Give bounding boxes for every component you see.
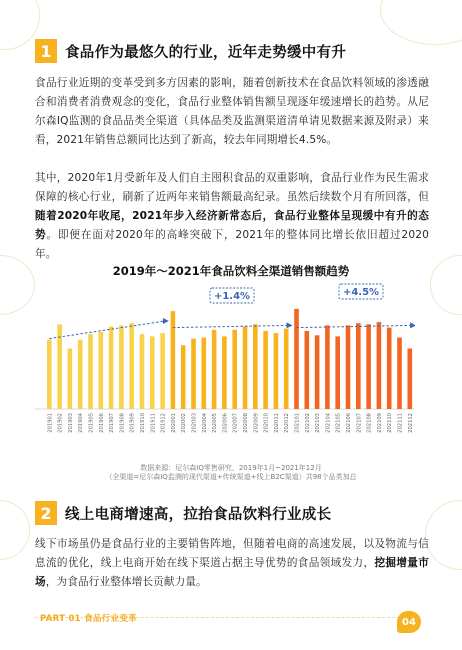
- bar: [408, 349, 413, 410]
- x-tick-label: 202003: [191, 413, 198, 433]
- bar: [305, 331, 310, 409]
- x-tick-label: 202006: [222, 413, 229, 433]
- x-tick-label: 202009: [253, 413, 260, 433]
- trend-line: [173, 325, 289, 327]
- section-number-badge: 1: [35, 39, 57, 63]
- section-number-badge: 2: [35, 501, 57, 525]
- bar: [47, 340, 52, 409]
- x-tick-label: 202110: [387, 413, 394, 433]
- page-number: 04: [397, 611, 421, 633]
- x-tick-label: 202101: [294, 413, 301, 433]
- x-tick-label: 202008: [243, 413, 249, 433]
- bar: [377, 322, 382, 409]
- chart-source-note: （全渠道=尼尔森IQ监测的现代渠道+传统渠道+线上B2C渠道）共98个品类加总: [105, 473, 357, 481]
- section-title: 食品作为最悠久的行业，近年走势缓中有升: [65, 44, 347, 61]
- bar: [366, 324, 371, 409]
- cloud-decoration: [0, 0, 40, 50]
- bar: [387, 328, 392, 409]
- x-tick-label: 201907: [109, 413, 116, 433]
- x-tick-label: 201903: [67, 413, 74, 433]
- section-title: 线上电商增速高，拉抬食品饮料行业成长: [65, 506, 332, 523]
- x-tick-label: 201908: [119, 413, 126, 433]
- x-tick-label: 201901: [47, 413, 54, 433]
- bar: [284, 329, 289, 409]
- x-tick-label: 202012: [284, 413, 291, 433]
- x-tick-label: 202104: [325, 413, 332, 433]
- bar: [253, 324, 258, 409]
- paragraph: 食品行业近期的变革受到多方因素的影响，随着创新技术在食品饮料领域的渗透融合和消费者消费观念的变化，食品行业整体销售额呈现逐年缓速增长的趋势。从尼尔森IQ监测的食品品类全渠道（具体品类及监测渠道清单请见数据来源及附录）来看，2021年销售总额同比达到了新高，较去年同期增长4.5%。: [35, 77, 429, 146]
- x-tick-label: 202105: [335, 413, 342, 433]
- bar: [315, 335, 320, 409]
- cloud-decoration: [0, 500, 30, 560]
- trend-arrow: [163, 318, 169, 324]
- bar: [397, 338, 402, 410]
- section-2-heading: [35, 500, 331, 526]
- bar: [356, 323, 361, 409]
- paragraph: 线下市场虽仍是食品行业的主要销售阵地，但随着电商的高速发展，以及物流与信息流的优化，线上电商开始在线下渠道占据主导优势的食品领域发力，挖掘增量市场，为食品行业整体增长贡献力量。: [35, 538, 429, 588]
- trend-arrow: [287, 322, 293, 328]
- footer-label: PART 01 食品行业变革: [40, 614, 137, 624]
- bar: [222, 336, 227, 409]
- cloud-decoration: [425, 500, 462, 570]
- bar: [78, 340, 83, 409]
- bar: [150, 336, 155, 409]
- bar: [99, 332, 104, 409]
- chart-source: 数据来源：尼尔森IQ零售研究，2019年1月~2021年12月: [140, 464, 322, 472]
- bar: [119, 325, 124, 409]
- highlight-text: 随着2020年收尾，2021年步入经济新常态后，食品行业整体呈现缓中有升的态势: [35, 210, 429, 241]
- bar: [129, 323, 134, 409]
- highlight-text: 挖掘增量市场: [35, 557, 429, 588]
- paragraph: 其中，2020年1月受新年及人们自主囤积食品的双重影响，食品行业作为民生需求保障的核心行业，刷新了近两年来销售额最高纪录。虽然后续数个月有所回落，但随着2020年收尾，2021年步入经济新常态后，食品行业整体呈现缓中有升的态势。即便在面对2020年的高峰突破下，2021年的整体同比增长依旧超过2020年。: [35, 172, 429, 260]
- x-tick-label: 202112: [407, 413, 414, 433]
- bar: [181, 345, 186, 409]
- bar: [243, 327, 248, 410]
- bar: [325, 325, 330, 409]
- x-tick-label: 202004: [201, 413, 208, 433]
- x-tick-label: 202103: [315, 413, 322, 433]
- x-tick-label: 202111: [397, 413, 404, 433]
- bar: [140, 334, 145, 409]
- x-tick-label: 201909: [129, 413, 136, 433]
- x-tick-label: 202011: [273, 413, 280, 433]
- bar: [171, 311, 176, 409]
- x-tick-label: 202001: [170, 413, 177, 433]
- sales-trend-chart: [35, 278, 415, 463]
- bar: [346, 325, 351, 409]
- x-tick-label: 202108: [366, 413, 373, 433]
- x-tick-label: 201912: [160, 413, 167, 433]
- x-tick-label: 201905: [88, 413, 95, 433]
- bar: [232, 330, 237, 409]
- x-tick-label: 202010: [263, 413, 270, 433]
- bar: [212, 330, 217, 409]
- bar: [160, 333, 165, 409]
- x-tick-label: 201906: [98, 413, 105, 433]
- x-tick-label: 202109: [376, 413, 383, 433]
- x-tick-label: 201910: [140, 413, 146, 433]
- page-footer: [0, 600, 462, 640]
- x-tick-label: 201911: [150, 413, 157, 433]
- bar: [335, 336, 340, 409]
- growth-callout-label: +1.4%: [213, 291, 251, 303]
- trend-line: [297, 325, 413, 327]
- trend-line: [49, 321, 165, 339]
- bar: [109, 327, 114, 410]
- bar: [191, 339, 196, 409]
- x-tick-label: 202102: [304, 413, 311, 433]
- trend-arrow: [410, 322, 415, 328]
- growth-callout-label: +4.5%: [342, 287, 380, 299]
- x-tick-label: 202005: [212, 413, 219, 433]
- bar: [202, 338, 207, 410]
- x-tick-label: 202106: [346, 413, 352, 433]
- bar: [88, 334, 93, 409]
- x-tick-label: 202002: [181, 413, 188, 433]
- x-tick-label: 202107: [356, 413, 363, 433]
- x-tick-label: 201902: [57, 413, 64, 433]
- bar: [294, 309, 299, 409]
- bar: [274, 333, 279, 409]
- chart-title: 2019年～2021年食品饮料全渠道销售额趋势: [112, 264, 350, 278]
- x-tick-label: 202007: [232, 413, 239, 433]
- bar: [68, 349, 73, 410]
- section-1-heading: [35, 38, 346, 64]
- cloud-decoration: [380, 0, 462, 45]
- x-tick-label: 201904: [78, 413, 85, 433]
- bar: [263, 331, 268, 409]
